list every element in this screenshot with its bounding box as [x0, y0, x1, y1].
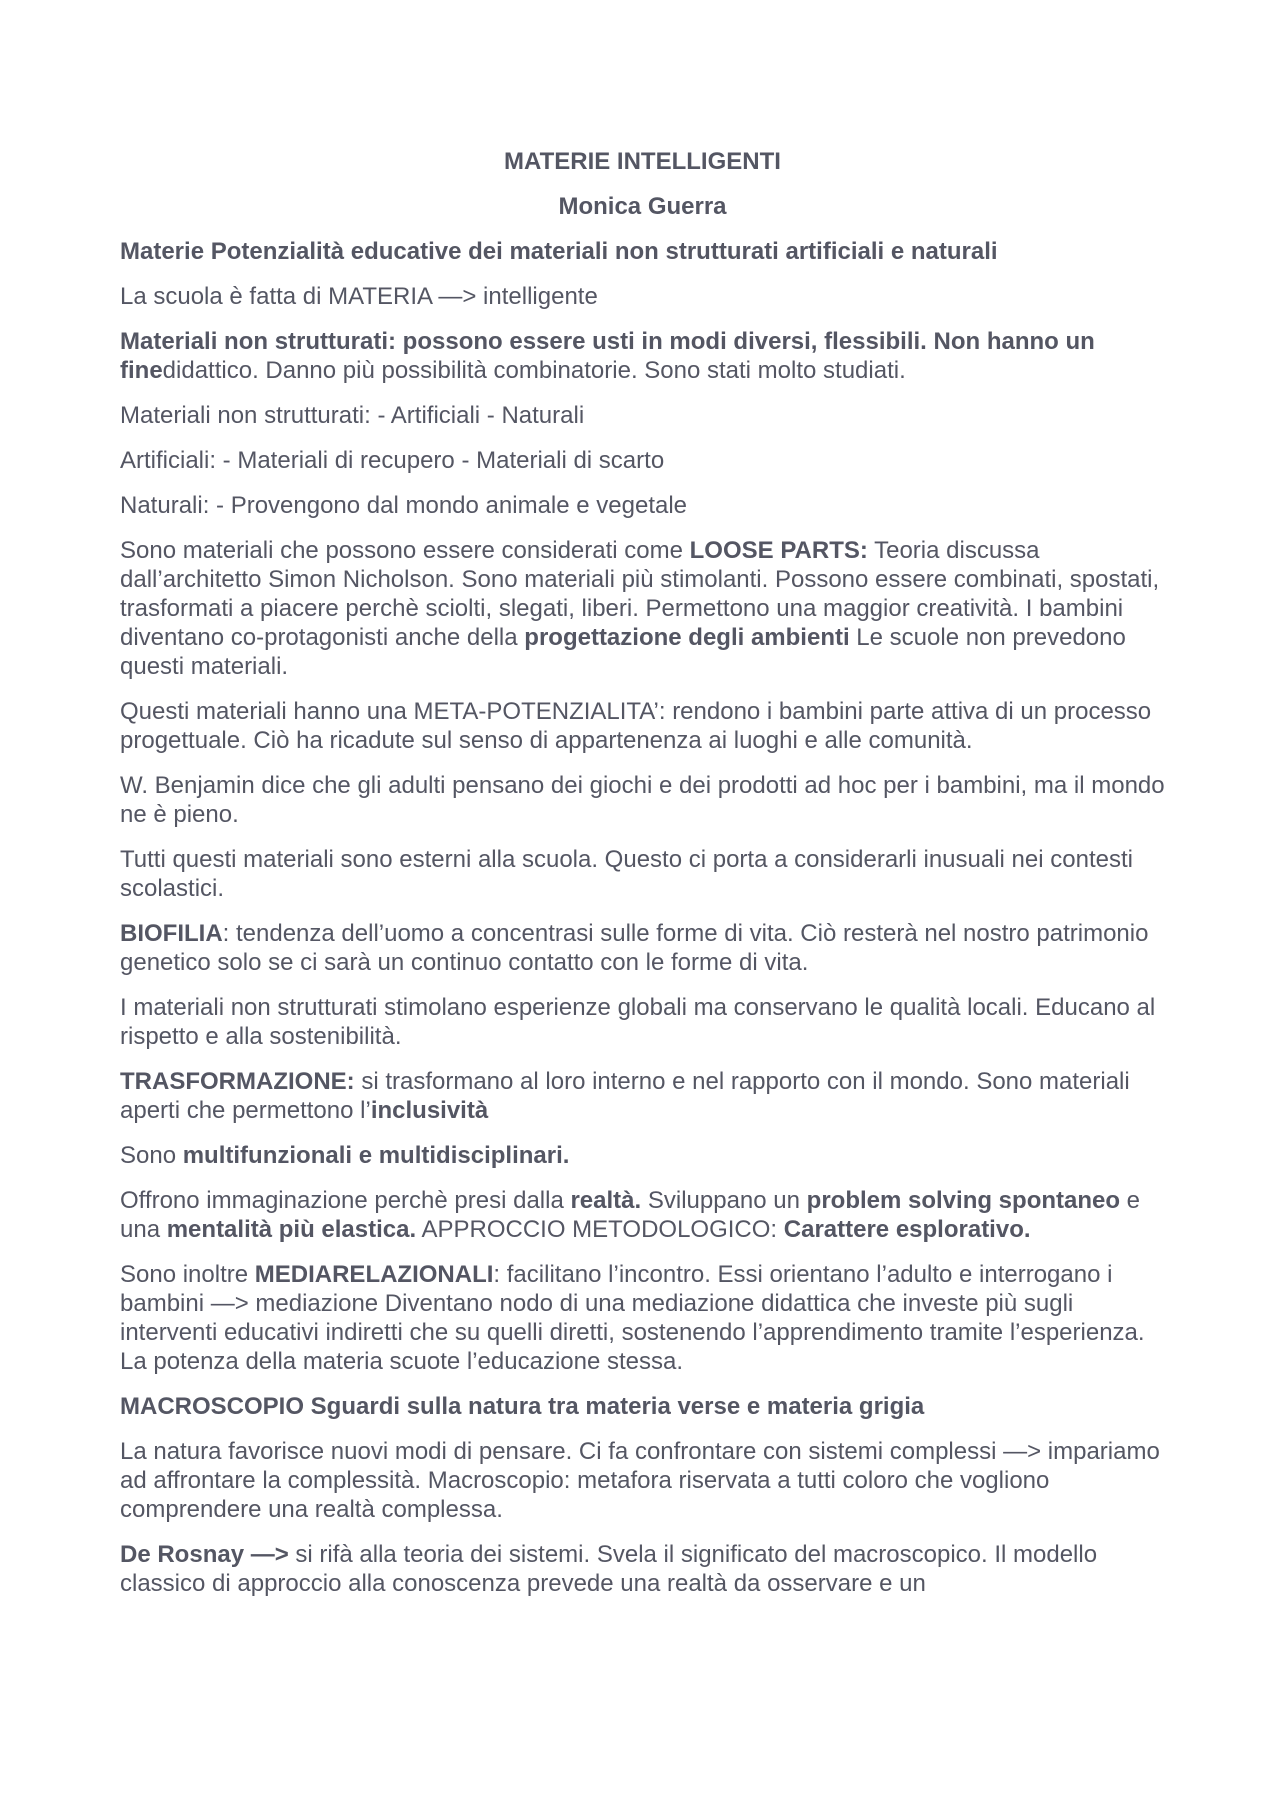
- text-run: Sviluppano un: [641, 1187, 807, 1214]
- body-paragraph: [120, 1141, 1165, 1170]
- bold-text-run: multifunzionali e multidisciplinari.: [182, 1142, 570, 1169]
- text-run: Tutti questi materiali sono esterni alla scuola. Questo ci porta a considerarli inusuali nei contesti scolastici.: [120, 846, 1133, 902]
- bold-text-run: TRASFORMAZIONE:: [120, 1068, 355, 1095]
- body-paragraph: [120, 536, 1165, 681]
- document-title: MATERIE INTELLIGENTI: [504, 148, 781, 175]
- text-run: I materiali non strutturati stimolano esperienze globali ma conservano le qualità locali. Educano al rispetto e alla sostenibilità.: [120, 994, 1156, 1050]
- text-run: W. Benjamin dice che gli adulti pensano dei giochi e dei prodotti ad hoc per i bambini, ma il mondo ne è pieno.: [120, 772, 1165, 828]
- body-paragraph: [120, 1392, 1165, 1421]
- body-paragraph: [120, 1260, 1165, 1376]
- bold-text-run: Carattere esplorativo.: [783, 1216, 1031, 1243]
- body-paragraph: [120, 327, 1165, 385]
- text-run: La scuola è fatta di MATERIA —> intelligente: [120, 283, 598, 310]
- body-paragraph: [120, 1067, 1165, 1125]
- text-run: didattico. Danno più possibilità combinatorie. Sono stati molto studiati.: [162, 357, 906, 384]
- text-run: APPROCCIO METODOLOGICO:: [416, 1216, 784, 1243]
- bold-text-run: problem solving spontaneo: [806, 1187, 1121, 1214]
- text-run: Naturali: - Provengono dal mondo animale e vegetale: [120, 492, 688, 519]
- bold-text-run: LOOSE PARTS:: [689, 537, 868, 564]
- text-run: Teoria discussa dall’architetto Simon Nicholson. Sono materiali più stimolanti. Possono essere combinati, spostati, trasformati a piacere perchè sciolti, slegati, liberi. Permettono una maggior creatività. I bambini diventano co-protagonisti anche della: [120, 537, 1160, 651]
- text-run: Materiali non strutturati: - Artificiali - Naturali: [120, 402, 585, 429]
- bold-text-run: Materiali non strutturati: possono essere usti in modi diversi, flessibili. Non hanno un fine: [120, 328, 1095, 384]
- bold-text-run: BIOFILIA: [120, 920, 223, 947]
- text-run: Sono materiali che possono essere considerati come: [120, 537, 690, 564]
- text-run: Sono inoltre: [120, 1261, 255, 1288]
- text-run: Questi materiali hanno una META-POTENZIALITA’: rendono i bambini parte attiva di un processo progettuale. Ciò ha ricadute sul senso di appartenenza ai luoghi e alle comunità.: [120, 698, 1152, 754]
- body-paragraph: [120, 697, 1165, 755]
- text-run: La natura favorisce nuovi modi di pensare. Ci fa confrontare con sistemi complessi —> impariamo ad affrontare la complessità. Macroscopio: metafora riservata a tutti coloro che vogliono comprendere una realtà complessa.: [120, 1438, 1160, 1523]
- bold-text-run: De Rosnay —>: [120, 1541, 289, 1568]
- body-paragraph: [120, 845, 1165, 903]
- bold-text-run: MEDIARELAZIONALI: [254, 1261, 494, 1288]
- body-paragraph: [120, 993, 1165, 1051]
- text-run: Artificiali: - Materiali di recupero - Materiali di scarto: [120, 447, 665, 474]
- document-author: Monica Guerra: [558, 193, 727, 220]
- document-page: [120, 147, 1165, 1614]
- text-run: si rifà alla teoria dei sistemi. Svela il significato del macroscopico. Il modello classico di approccio alla conoscenza prevede una realtà da osservare e un: [120, 1541, 1098, 1597]
- text-run: : facilitano l’incontro. Essi orientano l’adulto e interrogano i bambini —> mediazione Diventano nodo di una mediazione didattica che investe più sugli interventi educativi indiretti che su quelli diretti, sostenendo l’apprendimento tramite l’esperienza. La potenza della materia scuote l’educazione stessa.: [120, 1261, 1145, 1375]
- text-run: si trasformano al loro interno e nel rapporto con il mondo. Sono materiali aperti che permettono l’: [120, 1068, 1130, 1124]
- document-body: [120, 282, 1165, 1598]
- text-run: Offrono immaginazione perchè presi dalla: [120, 1187, 571, 1214]
- body-paragraph: [120, 491, 1165, 520]
- text-run: Le scuole non prevedono questi materiali.: [120, 624, 1126, 680]
- body-paragraph: [120, 919, 1165, 977]
- text-run: e una: [120, 1187, 1141, 1243]
- body-paragraph: [120, 1540, 1165, 1598]
- body-paragraph: [120, 1186, 1165, 1244]
- body-paragraph: [120, 1437, 1165, 1524]
- body-paragraph: [120, 401, 1165, 430]
- document-subtitle: [120, 237, 1165, 266]
- body-paragraph: [120, 446, 1165, 475]
- bold-text-run: realtà.: [570, 1187, 642, 1214]
- body-paragraph: [120, 282, 1165, 311]
- document-subtitle-text: Materie Potenzialità educative dei materiali non strutturati artificiali e naturali: [120, 238, 998, 265]
- bold-text-run: progettazione degli ambienti: [524, 624, 850, 651]
- text-run: : tendenza dell’uomo a concentrasi sulle forme di vita. Ciò resterà nel nostro patrimonio genetico solo se ci sarà un continuo contatto con le forme di vita.: [120, 920, 1149, 976]
- bold-text-run: inclusività: [370, 1097, 489, 1124]
- bold-text-run: mentalità più elastica.: [166, 1216, 417, 1243]
- bold-text-run: MACROSCOPIO Sguardi sulla natura tra materia verse e materia grigia: [120, 1393, 925, 1420]
- text-run: Sono: [120, 1142, 183, 1169]
- body-paragraph: [120, 771, 1165, 829]
